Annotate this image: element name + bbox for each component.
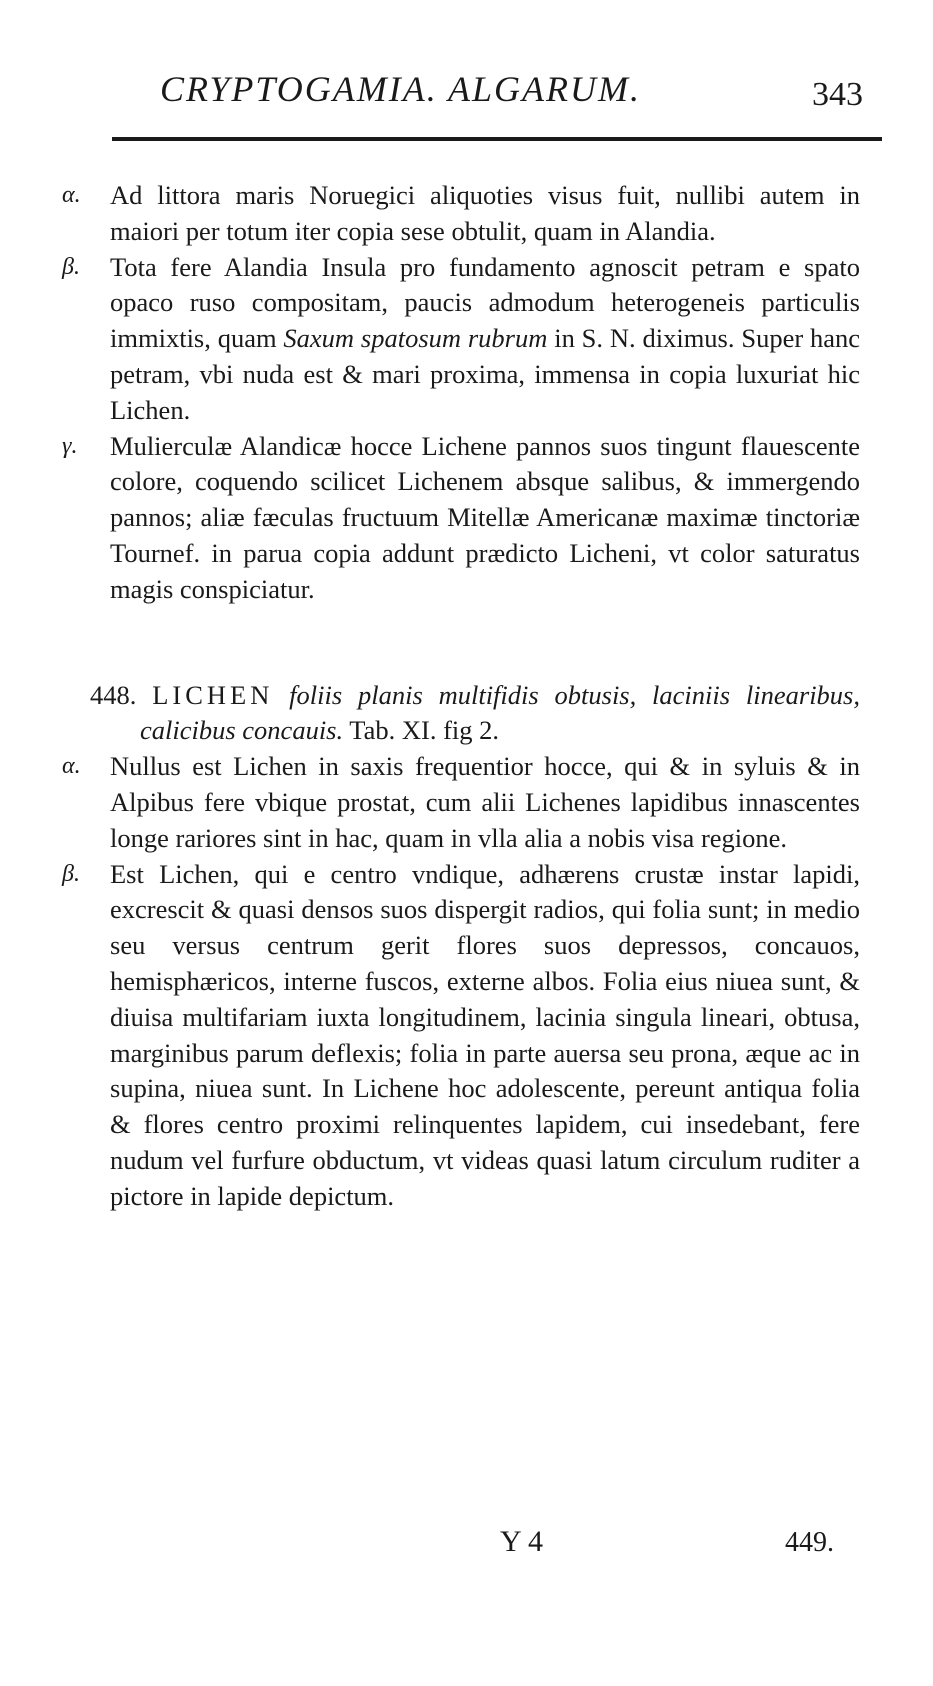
paragraph-text: in S. N. diximus. Super hanc petram, vbi nuda est & mari proxima, immensa in copia luxuriat hic Lichen.	[110, 323, 861, 425]
entry-genus: LICHEN	[152, 679, 274, 710]
paragraph-text: Nullus est Lichen in saxis frequentior hocce, qui & in syluis & in Alpibus fere vbique prostat, cum alii Lichenes lapidibus innascentes longe rariores sint in hac, quam in vlla alia a nobis visa regione.	[110, 751, 860, 853]
signature-mark: Y 4	[500, 1525, 544, 1558]
paragraph-text: Ad littora maris Noruegici aliquoties visus fuit, nullibi autem in maiori per totum iter copia sese obtulit, quam in Alandia.	[110, 180, 860, 246]
entry-diagnosis: foliis planis multifidis obtusis, laciniis linearibus, calicibus concauis.	[140, 679, 860, 746]
page-footer	[0, 1525, 933, 1575]
entry-reference: Tab. XI. fig 2.	[349, 715, 500, 746]
paragraph-text: Est Lichen, qui e centro vndique, adhærens crustæ instar lapidi, excrescit & quasi densos suos dispergit radios, qui folia sunt; in medio seu versus centrum gerit flores suos depressos, concauos, hemisphæricos, interne fuscos, externe albos. Folia eius niuea sunt, & diuisa multifariam iuxta longitudinem, lacinia singula lineari, obtusa, marginibus parum deflexis; folia in parte auersa seu prona, æque ac in supina, niuea sunt. In Lichene hoc adolescente, pereunt antiqua folia & flores centro proximi relinquentes lapidem, cui insedebant, fere nudum vel furfure obductum, vt videas quasi latum circulum ruditer a pictore in lapide depictum.	[110, 858, 860, 1211]
item-marker: α.	[62, 182, 81, 208]
item-marker: β.	[62, 253, 80, 280]
italic-term: Saxum spatosum rubrum	[283, 323, 548, 354]
paragraph-text: Tota fere Alandia Insula pro fundamento agnoscit petram e spato opaco ruso compositam, paucis admodum heterogeneis particulis immixtis, quam	[110, 251, 860, 354]
page-header	[0, 68, 933, 128]
page-number: 343	[812, 76, 863, 113]
catchword: 449.	[785, 1527, 834, 1558]
item-marker: γ.	[62, 432, 78, 459]
entry-number: 448.	[90, 679, 137, 710]
body-text	[62, 178, 861, 1215]
running-title: CRYPTOGAMIA. ALGARUM.	[160, 69, 642, 109]
entry-paragraph-alpha	[62, 749, 860, 856]
entry-paragraph-beta	[62, 857, 860, 1215]
paragraph-text: Mulierculæ Alandicæ hocce Lichene pannos suos tingunt flauescente colore, coquendo scilicet Lichenem absque salibus, & immergendo pannos; aliæ fæculas fructuum Mitellæ Americanæ maximæ tinctoriæ Tournef. in parua copia addunt prædicto Licheni, vt color saturatus magis conspiciatur.	[110, 430, 860, 604]
item-marker: β.	[62, 860, 80, 887]
species-entry-heading	[90, 678, 860, 750]
paragraph-alpha	[62, 178, 860, 250]
paragraph-beta	[62, 250, 861, 429]
paragraph-gamma	[62, 429, 860, 608]
item-marker: α.	[62, 753, 81, 780]
header-rule	[112, 137, 882, 141]
